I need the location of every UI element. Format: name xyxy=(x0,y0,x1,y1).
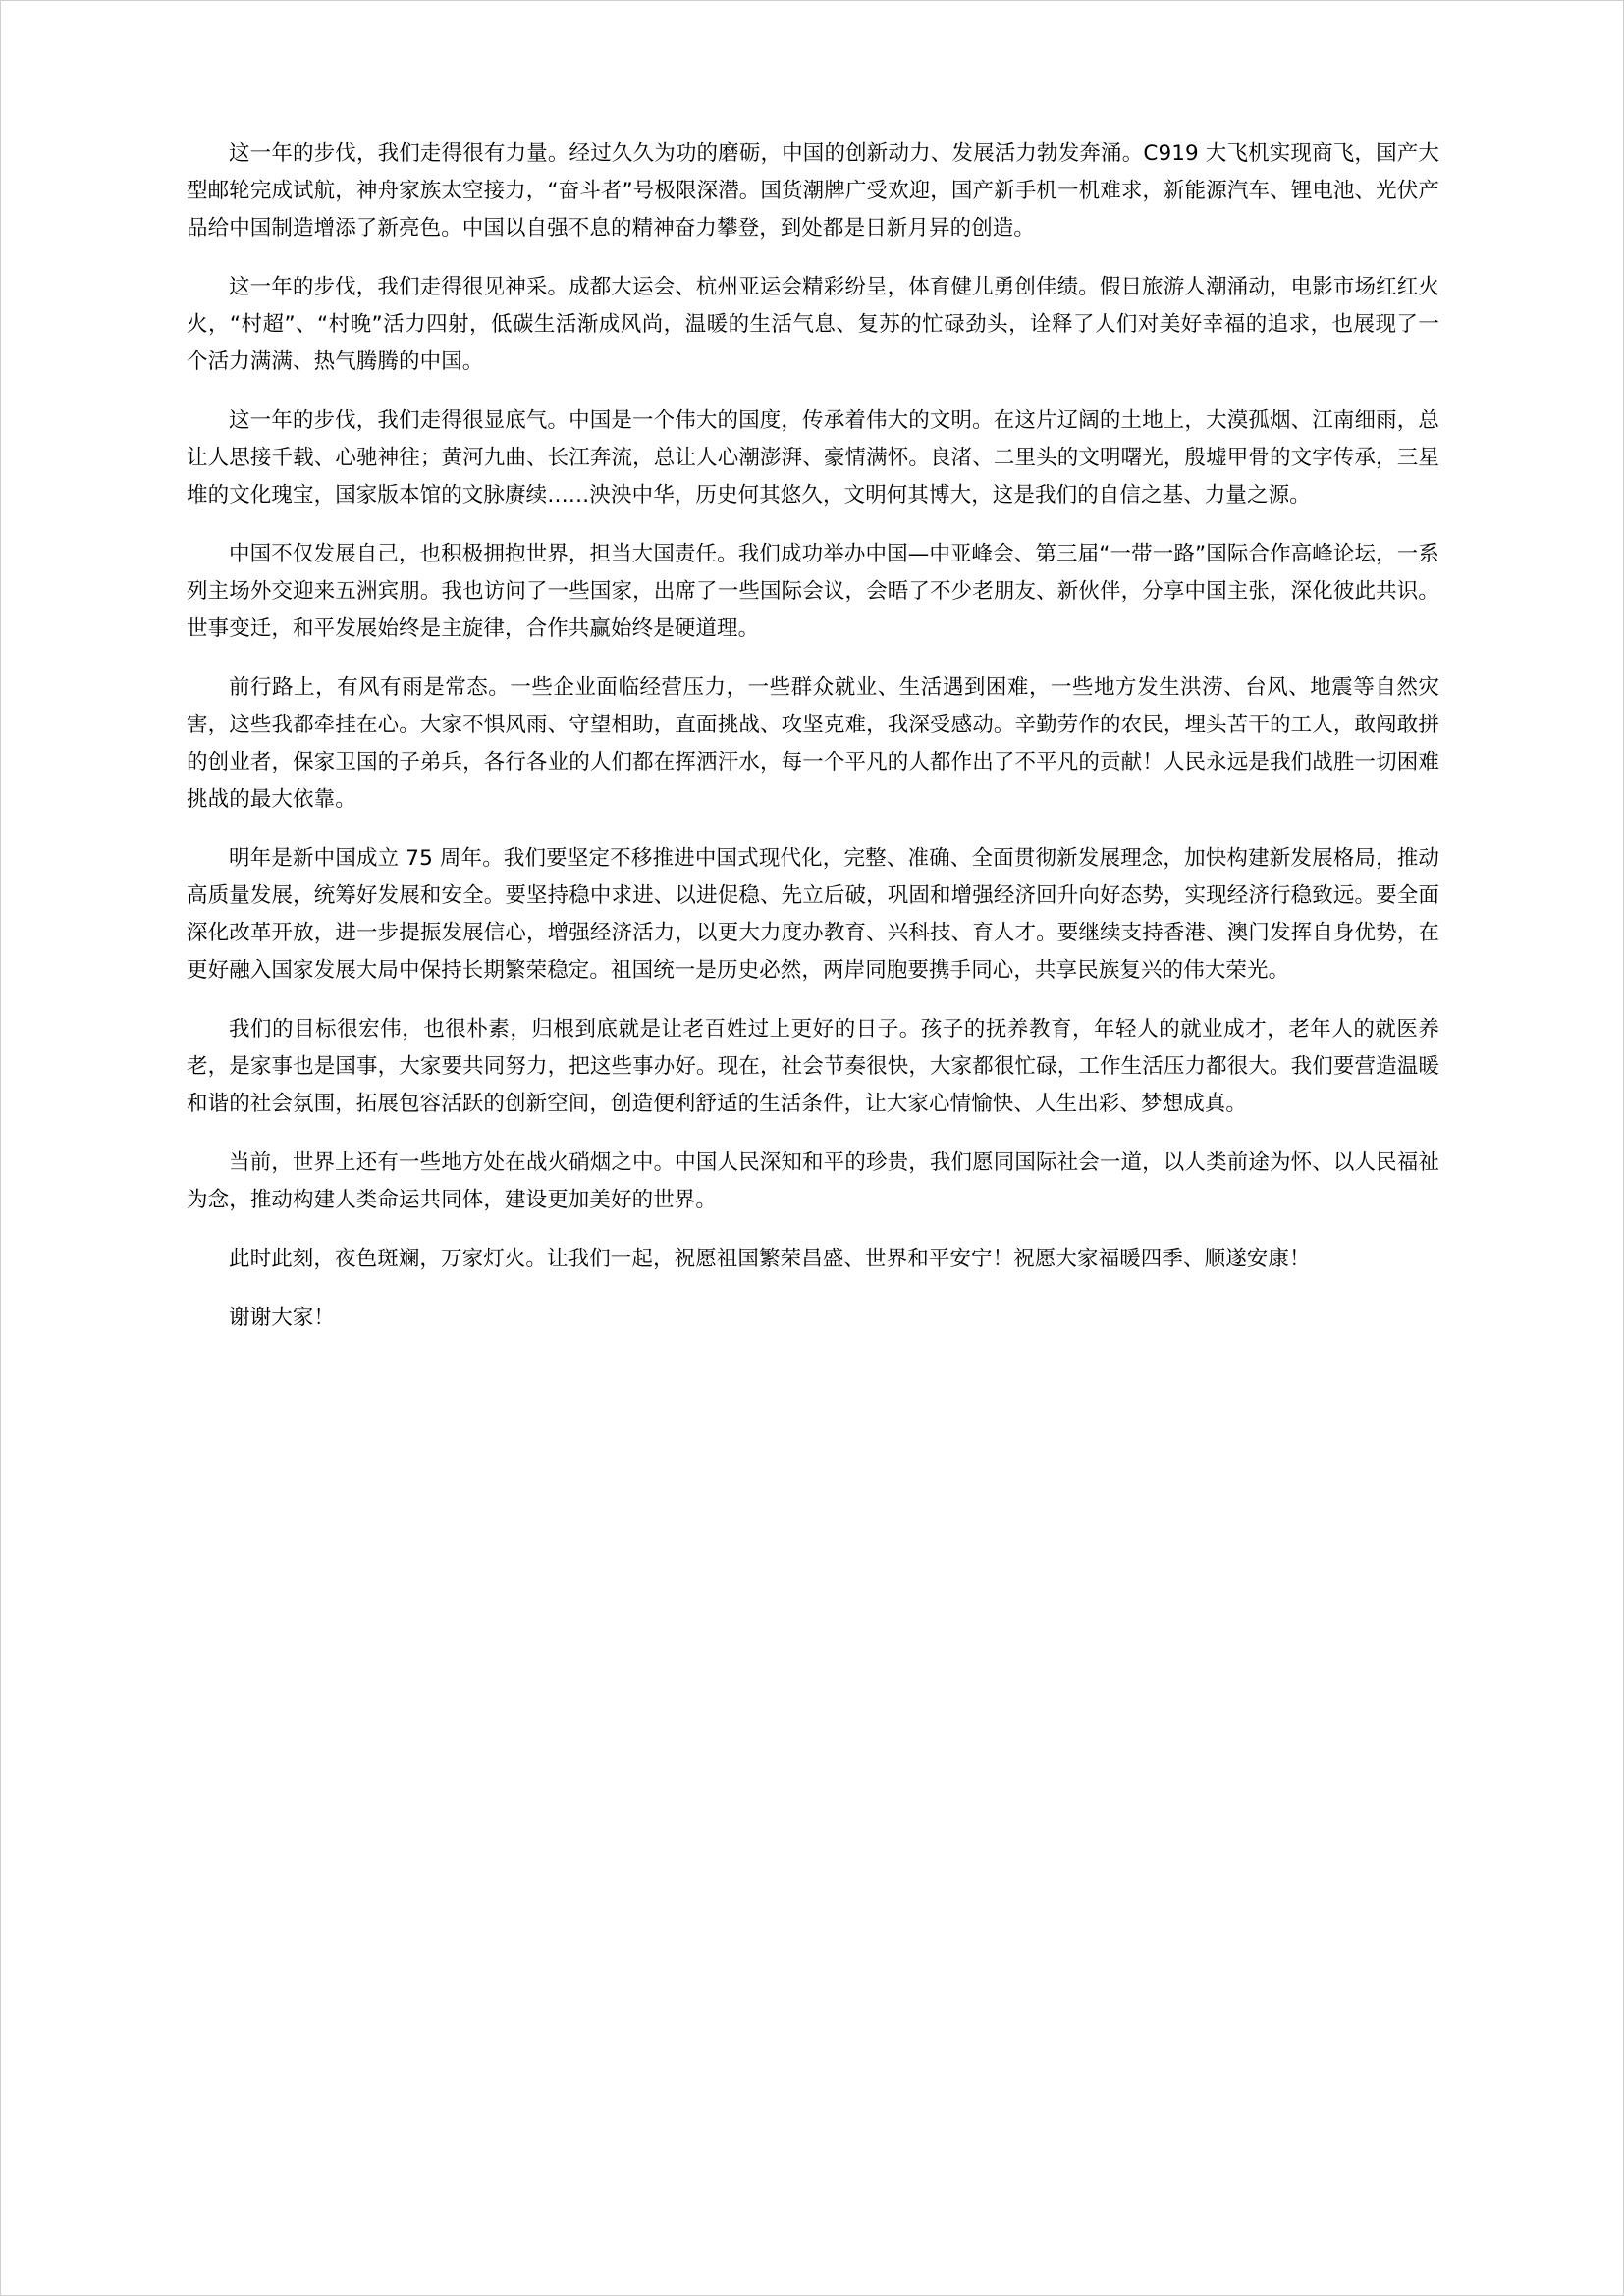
paragraph-2: 这一年的步伐，我们走得很见神采。成都大运会、杭州亚运会精彩纷呈，体育健儿勇创佳绩。假日旅游人潮涌动，电影市场红红火火，“村超”、“村晚”活力四射，低碳生活渐成风尚，温暖的生活气息、复苏的忙碌劲头，诠释了人们对美好幸福的追求，也展现了一个活力满满、热气腾腾的中国。 xyxy=(187,275,1439,374)
paragraph-10: 谢谢大家！ xyxy=(229,1306,336,1330)
paragraph-8: 当前，世界上还有一些地方处在战火硝烟之中。中国人民深知和平的珍贵，我们愿同国际社会一道，以人类前途为怀、以人民福祉为念，推动构建人类命运共同体，建设更加美好的世界。 xyxy=(187,1150,1439,1212)
paragraph-9: 此时此刻，夜色斑斓，万家灯火。让我们一起，祝愿祖国繁荣昌盛、世界和平安宁！祝愿大家福暖四季、顺遂安康！ xyxy=(229,1247,1311,1271)
paragraph-4: 中国不仅发展自己，也积极拥抱世界，担当大国责任。我们成功举办中国—中亚峰会、第三届“一带一路”国际合作高峰论坛，一系列主场外交迎来五洲宾朋。我也访问了一些国家，出席了一些国际会议，会晤了不少老朋友、新伙伴，分享中国主张，深化彼此共识。世事变迁，和平发展始终是主旋律，合作共赢始终是硬道理。 xyxy=(187,542,1439,641)
paragraph-3: 这一年的步伐，我们走得很显底气。中国是一个伟大的国度，传承着伟大的文明。在这片辽阔的土地上，大漠孤烟、江南细雨，总让人思接千载、心驰神往；黄河九曲、长江奔流，总让人心潮澎湃、豪情满怀。良渚、二里头的文明曙光，殷墟甲骨的文字传承，三星堆的文化瑰宝，国家版本馆的文脉赓续……泱泱中华，历史何其悠久，文明何其博大，这是我们的自信之基、力量之源。 xyxy=(187,408,1439,507)
paragraph-5: 前行路上，有风有雨是常态。一些企业面临经营压力，一些群众就业、生活遇到困难，一些地方发生洪涝、台风、地震等自然灾害，这些我都牵挂在心。大家不惧风雨、守望相助，直面挑战、攻坚克难，我深受感动。辛勤劳作的农民，埋头苦干的工人，敢闯敢拼的创业者，保家卫国的子弟兵，各行各业的人们都在挥洒汗水，每一个平凡的人都作出了不平凡的贡献！人民永远是我们战胜一切困难挑战的最大依靠。 xyxy=(187,675,1439,812)
document-text-body xyxy=(187,135,1439,1337)
paragraph-7: 我们的目标很宏伟，也很朴素，归根到底就是让老百姓过上更好的日子。孩子的抚养教育，年轻人的就业成才，老年人的就医养老，是家事也是国事，大家要共同努力，把这些事办好。现在，社会节奏很快，大家都很忙碌，工作生活压力都很大。我们要营造温暖和谐的社会氛围，拓展包容活跃的创新空间，创造便利舒适的生活条件，让大家心情愉快、人生出彩、梦想成真。 xyxy=(187,1017,1439,1116)
paragraph-1: 这一年的步伐，我们走得很有力量。经过久久为功的磨砺，中国的创新动力、发展活力勃发奔涌。C919 大飞机实现商飞，国产大型邮轮完成试航，神舟家族太空接力，“奋斗者”号极限深潜。国货潮牌广受欢迎，国产新手机一机难求，新能源汽车、锂电池、光伏产品给中国制造增添了新亮色。中国以自强不息的精神奋力攀登，到处都是日新月异的创造。 xyxy=(187,141,1439,240)
paragraph-6: 明年是新中国成立 75 周年。我们要坚定不移推进中国式现代化，完整、准确、全面贯彻新发展理念，加快构建新发展格局，推动高质量发展，统筹好发展和安全。要坚持稳中求进、以进促稳、先立后破，巩固和增强经济回升向好态势，实现经济行稳致远。要全面深化改革开放，进一步提振发展信心，增强经济活力，以更大力度办教育、兴科技、育人才。要继续支持香港、澳门发挥自身优势，在更好融入国家发展大局中保持长期繁荣稳定。祖国统一是历史必然，两岸同胞要携手同心，共享民族复兴的伟大荣光。 xyxy=(187,846,1439,983)
